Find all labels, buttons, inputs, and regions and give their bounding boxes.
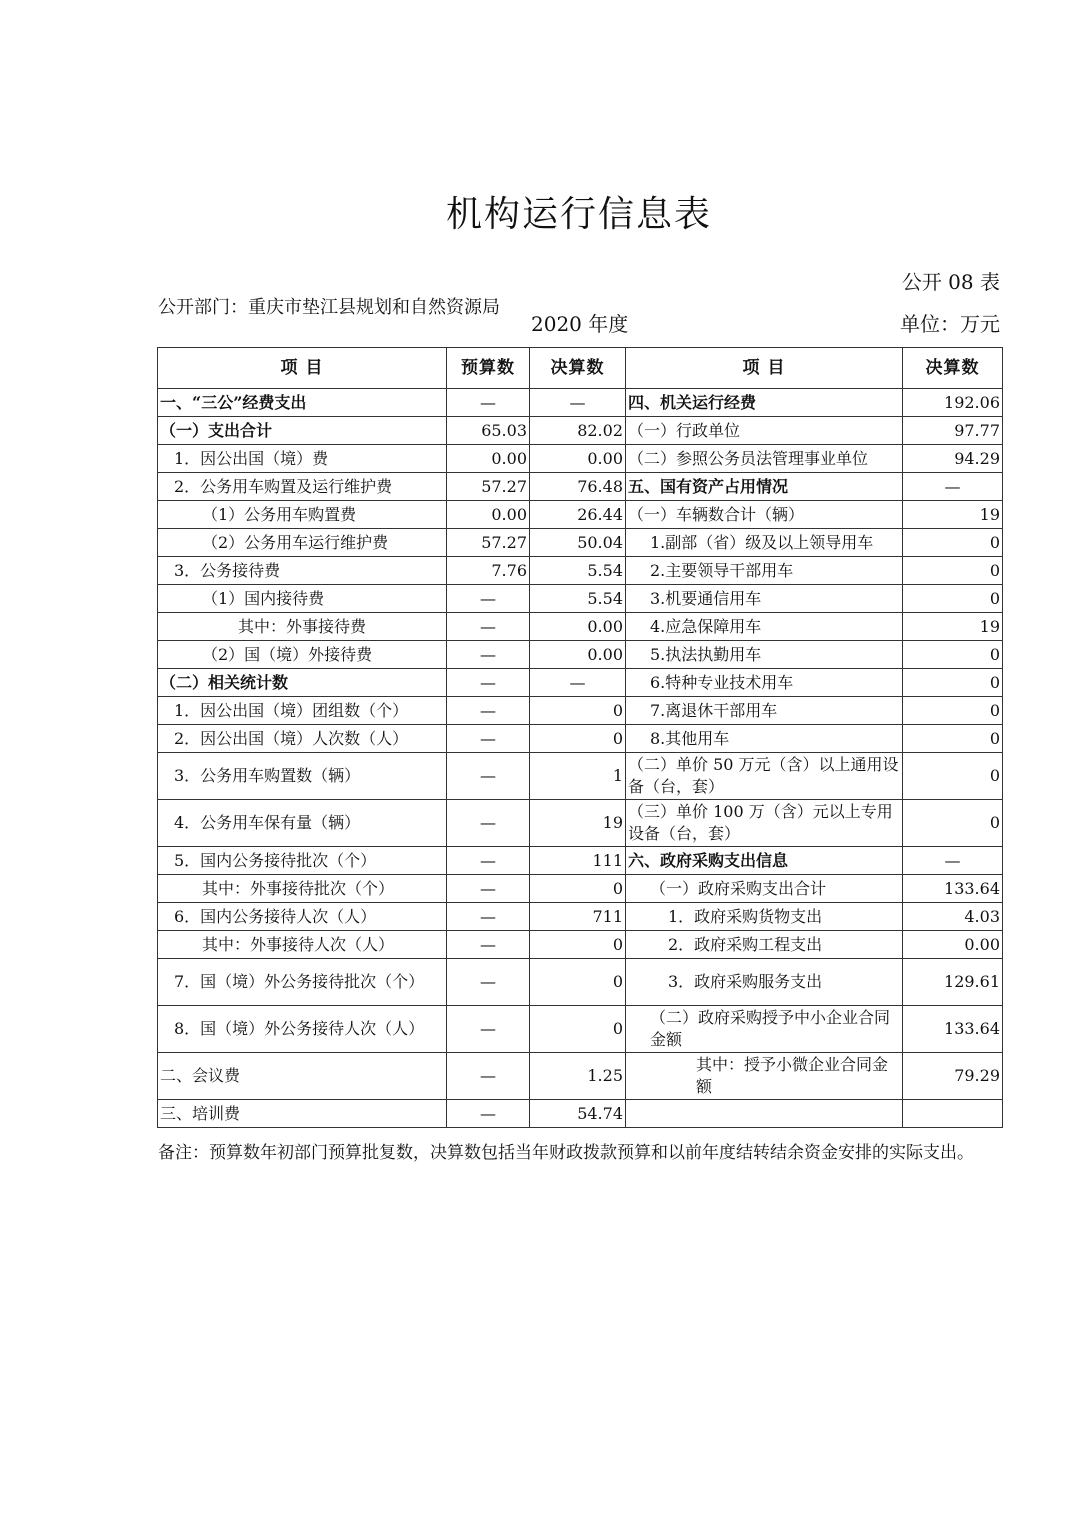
- row-budget-value: —: [447, 1053, 530, 1100]
- table-row: [158, 697, 1003, 725]
- row-right-final-value: 19: [903, 501, 1003, 529]
- table-row: [158, 557, 1003, 585]
- table-row: [158, 931, 1003, 959]
- form-number: 公开 08 表: [901, 270, 1000, 294]
- row-final-value: 0: [530, 725, 626, 753]
- table-row: [158, 501, 1003, 529]
- row-final-value: 5.54: [530, 557, 626, 585]
- footnote: 备注：预算数年初部门预算批复数，决算数包括当年财政拨款预算和以前年度结转结余资金安排的实际支出。: [158, 1143, 974, 1163]
- row-right-item: （一）政府采购支出合计: [626, 875, 903, 903]
- row-left-item: 8．国（境）外公务接待人次（人）: [158, 1006, 447, 1053]
- row-right-item: 五、国有资产占用情况: [626, 473, 903, 501]
- row-budget-value: 57.27: [447, 529, 530, 557]
- department-label: 公开部门：重庆市垫江县规划和自然资源局: [158, 297, 500, 318]
- row-right-final-value: 0: [903, 669, 1003, 697]
- row-final-value: 50.04: [530, 529, 626, 557]
- header-budget: 预算数: [447, 348, 530, 389]
- row-right-final-value: 0: [903, 641, 1003, 669]
- row-budget-value: —: [447, 800, 530, 847]
- row-final-value: 26.44: [530, 501, 626, 529]
- row-right-item: 其中：授予小微企业合同金额: [626, 1053, 903, 1100]
- row-budget-value: 65.03: [447, 417, 530, 445]
- row-budget-value: —: [447, 389, 530, 417]
- row-right-item: （二）参照公务员法管理事业单位: [626, 445, 903, 473]
- row-final-value: 0: [530, 697, 626, 725]
- row-right-item: 8.其他用车: [626, 725, 903, 753]
- row-final-value: 82.02: [530, 417, 626, 445]
- row-left-item: 二、会议费: [158, 1053, 447, 1100]
- row-budget-value: —: [447, 903, 530, 931]
- row-right-final-value: 0: [903, 697, 1003, 725]
- row-left-item: 3．公务接待费: [158, 557, 447, 585]
- row-right-item: 7.离退休干部用车: [626, 697, 903, 725]
- row-right-final-value: —: [903, 847, 1003, 875]
- row-final-value: —: [530, 389, 626, 417]
- row-right-item: 2．政府采购工程支出: [626, 931, 903, 959]
- table-row: [158, 669, 1003, 697]
- row-left-item: 其中：外事接待人次（人）: [158, 931, 447, 959]
- row-right-item: [626, 1100, 903, 1128]
- row-final-value: 5.54: [530, 585, 626, 613]
- row-budget-value: —: [447, 1006, 530, 1053]
- row-right-item: 2.主要领导干部用车: [626, 557, 903, 585]
- row-right-item: （三）单价 100 万（含）元以上专用设备（台，套）: [626, 800, 903, 847]
- table-header-row: [158, 348, 1003, 389]
- row-right-final-value: 192.06: [903, 389, 1003, 417]
- row-final-value: 0: [530, 959, 626, 1006]
- row-left-item: 其中：外事接待批次（个）: [158, 875, 447, 903]
- row-left-item: 5．国内公务接待批次（个）: [158, 847, 447, 875]
- row-budget-value: —: [447, 753, 530, 800]
- row-right-final-value: 0: [903, 725, 1003, 753]
- row-right-item: 1．政府采购货物支出: [626, 903, 903, 931]
- row-left-item: 2．因公出国（境）人次数（人）: [158, 725, 447, 753]
- header-final-right: 决算数: [903, 348, 1003, 389]
- row-final-value: 1.25: [530, 1053, 626, 1100]
- row-right-final-value: 0: [903, 800, 1003, 847]
- header-item-right: 项 目: [626, 348, 903, 389]
- row-final-value: 0: [530, 931, 626, 959]
- row-left-item: （一）支出合计: [158, 417, 447, 445]
- row-right-final-value: —: [903, 473, 1003, 501]
- table-row: [158, 417, 1003, 445]
- row-right-final-value: 94.29: [903, 445, 1003, 473]
- row-right-item: 5.执法执勤用车: [626, 641, 903, 669]
- row-budget-value: —: [447, 697, 530, 725]
- table-row: [158, 903, 1003, 931]
- row-left-item: 7．国（境）外公务接待批次（个）: [158, 959, 447, 1006]
- fiscal-year: 2020 年度: [531, 312, 629, 336]
- row-final-value: 0: [530, 1006, 626, 1053]
- row-final-value: 111: [530, 847, 626, 875]
- row-right-final-value: 4.03: [903, 903, 1003, 931]
- row-left-item: 1．因公出国（境）费: [158, 445, 447, 473]
- row-final-value: 76.48: [530, 473, 626, 501]
- table-row: [158, 800, 1003, 847]
- row-right-item: 六、政府采购支出信息: [626, 847, 903, 875]
- row-left-item: （1）公务用车购置费: [158, 501, 447, 529]
- table-row: [158, 753, 1003, 800]
- row-right-final-value: 0: [903, 753, 1003, 800]
- table-row: [158, 725, 1003, 753]
- row-budget-value: 0.00: [447, 445, 530, 473]
- row-final-value: 0.00: [530, 613, 626, 641]
- row-right-final-value: 79.29: [903, 1053, 1003, 1100]
- row-right-final-value: 0.00: [903, 931, 1003, 959]
- row-budget-value: 0.00: [447, 501, 530, 529]
- row-budget-value: —: [447, 585, 530, 613]
- row-left-item: 其中：外事接待费: [158, 613, 447, 641]
- table-row: [158, 445, 1003, 473]
- table-row: [158, 875, 1003, 903]
- row-left-item: （1）国内接待费: [158, 585, 447, 613]
- row-left-item: 3．公务用车购置数（辆）: [158, 753, 447, 800]
- row-right-item: 4.应急保障用车: [626, 613, 903, 641]
- row-final-value: —: [530, 669, 626, 697]
- row-right-final-value: 0: [903, 529, 1003, 557]
- row-budget-value: —: [447, 875, 530, 903]
- row-right-final-value: 0: [903, 557, 1003, 585]
- currency-unit: 单位：万元: [900, 312, 1000, 336]
- row-right-item: 1.副部（省）级及以上领导用车: [626, 529, 903, 557]
- row-budget-value: —: [447, 725, 530, 753]
- row-right-item: （一）车辆数合计（辆）: [626, 501, 903, 529]
- row-right-final-value: 133.64: [903, 1006, 1003, 1053]
- header-item: 项 目: [158, 348, 447, 389]
- row-right-item: 3.机要通信用车: [626, 585, 903, 613]
- table-row: [158, 959, 1003, 1006]
- table-row: [158, 847, 1003, 875]
- row-final-value: 19: [530, 800, 626, 847]
- row-right-item: （一）行政单位: [626, 417, 903, 445]
- row-right-item: 四、机关运行经费: [626, 389, 903, 417]
- row-right-item: 6.特种专业技术用车: [626, 669, 903, 697]
- row-budget-value: —: [447, 931, 530, 959]
- row-left-item: 1．因公出国（境）团组数（个）: [158, 697, 447, 725]
- row-final-value: 0.00: [530, 445, 626, 473]
- row-right-item: （二）单价 50 万元（含）以上通用设备（台，套）: [626, 753, 903, 800]
- row-final-value: 54.74: [530, 1100, 626, 1128]
- row-right-final-value: 19: [903, 613, 1003, 641]
- page-title: 机构运行信息表: [445, 194, 712, 235]
- row-budget-value: —: [447, 641, 530, 669]
- table-row: [158, 473, 1003, 501]
- table-row: [158, 389, 1003, 417]
- row-final-value: 711: [530, 903, 626, 931]
- row-budget-value: —: [447, 959, 530, 1006]
- row-right-item: （二）政府采购授予中小企业合同金额: [626, 1006, 903, 1053]
- row-budget-value: —: [447, 1100, 530, 1128]
- row-left-item: 4．公务用车保有量（辆）: [158, 800, 447, 847]
- row-final-value: 1: [530, 753, 626, 800]
- operation-info-table: [157, 347, 1003, 1128]
- table-row: [158, 1100, 1003, 1128]
- row-budget-value: 57.27: [447, 473, 530, 501]
- row-left-item: 6．国内公务接待人次（人）: [158, 903, 447, 931]
- row-right-final-value: 133.64: [903, 875, 1003, 903]
- row-right-final-value: 0: [903, 585, 1003, 613]
- table-row: [158, 1053, 1003, 1100]
- row-left-item: 三、培训费: [158, 1100, 447, 1128]
- table-row: [158, 585, 1003, 613]
- row-right-final-value: 97.77: [903, 417, 1003, 445]
- row-budget-value: —: [447, 847, 530, 875]
- header-final: 决算数: [530, 348, 626, 389]
- row-budget-value: —: [447, 613, 530, 641]
- table-row: [158, 529, 1003, 557]
- row-left-item: （二）相关统计数: [158, 669, 447, 697]
- row-left-item: 2．公务用车购置及运行维护费: [158, 473, 447, 501]
- row-right-item: 3．政府采购服务支出: [626, 959, 903, 1006]
- table-row: [158, 613, 1003, 641]
- table-row: [158, 641, 1003, 669]
- row-left-item: （2）公务用车运行维护费: [158, 529, 447, 557]
- row-final-value: 0.00: [530, 641, 626, 669]
- table-row: [158, 1006, 1003, 1053]
- row-final-value: 0: [530, 875, 626, 903]
- row-right-final-value: 129.61: [903, 959, 1003, 1006]
- row-budget-value: —: [447, 669, 530, 697]
- row-budget-value: 7.76: [447, 557, 530, 585]
- row-left-item: （2）国（境）外接待费: [158, 641, 447, 669]
- row-right-final-value: [903, 1100, 1003, 1128]
- row-left-item: 一、“三公”经费支出: [158, 389, 447, 417]
